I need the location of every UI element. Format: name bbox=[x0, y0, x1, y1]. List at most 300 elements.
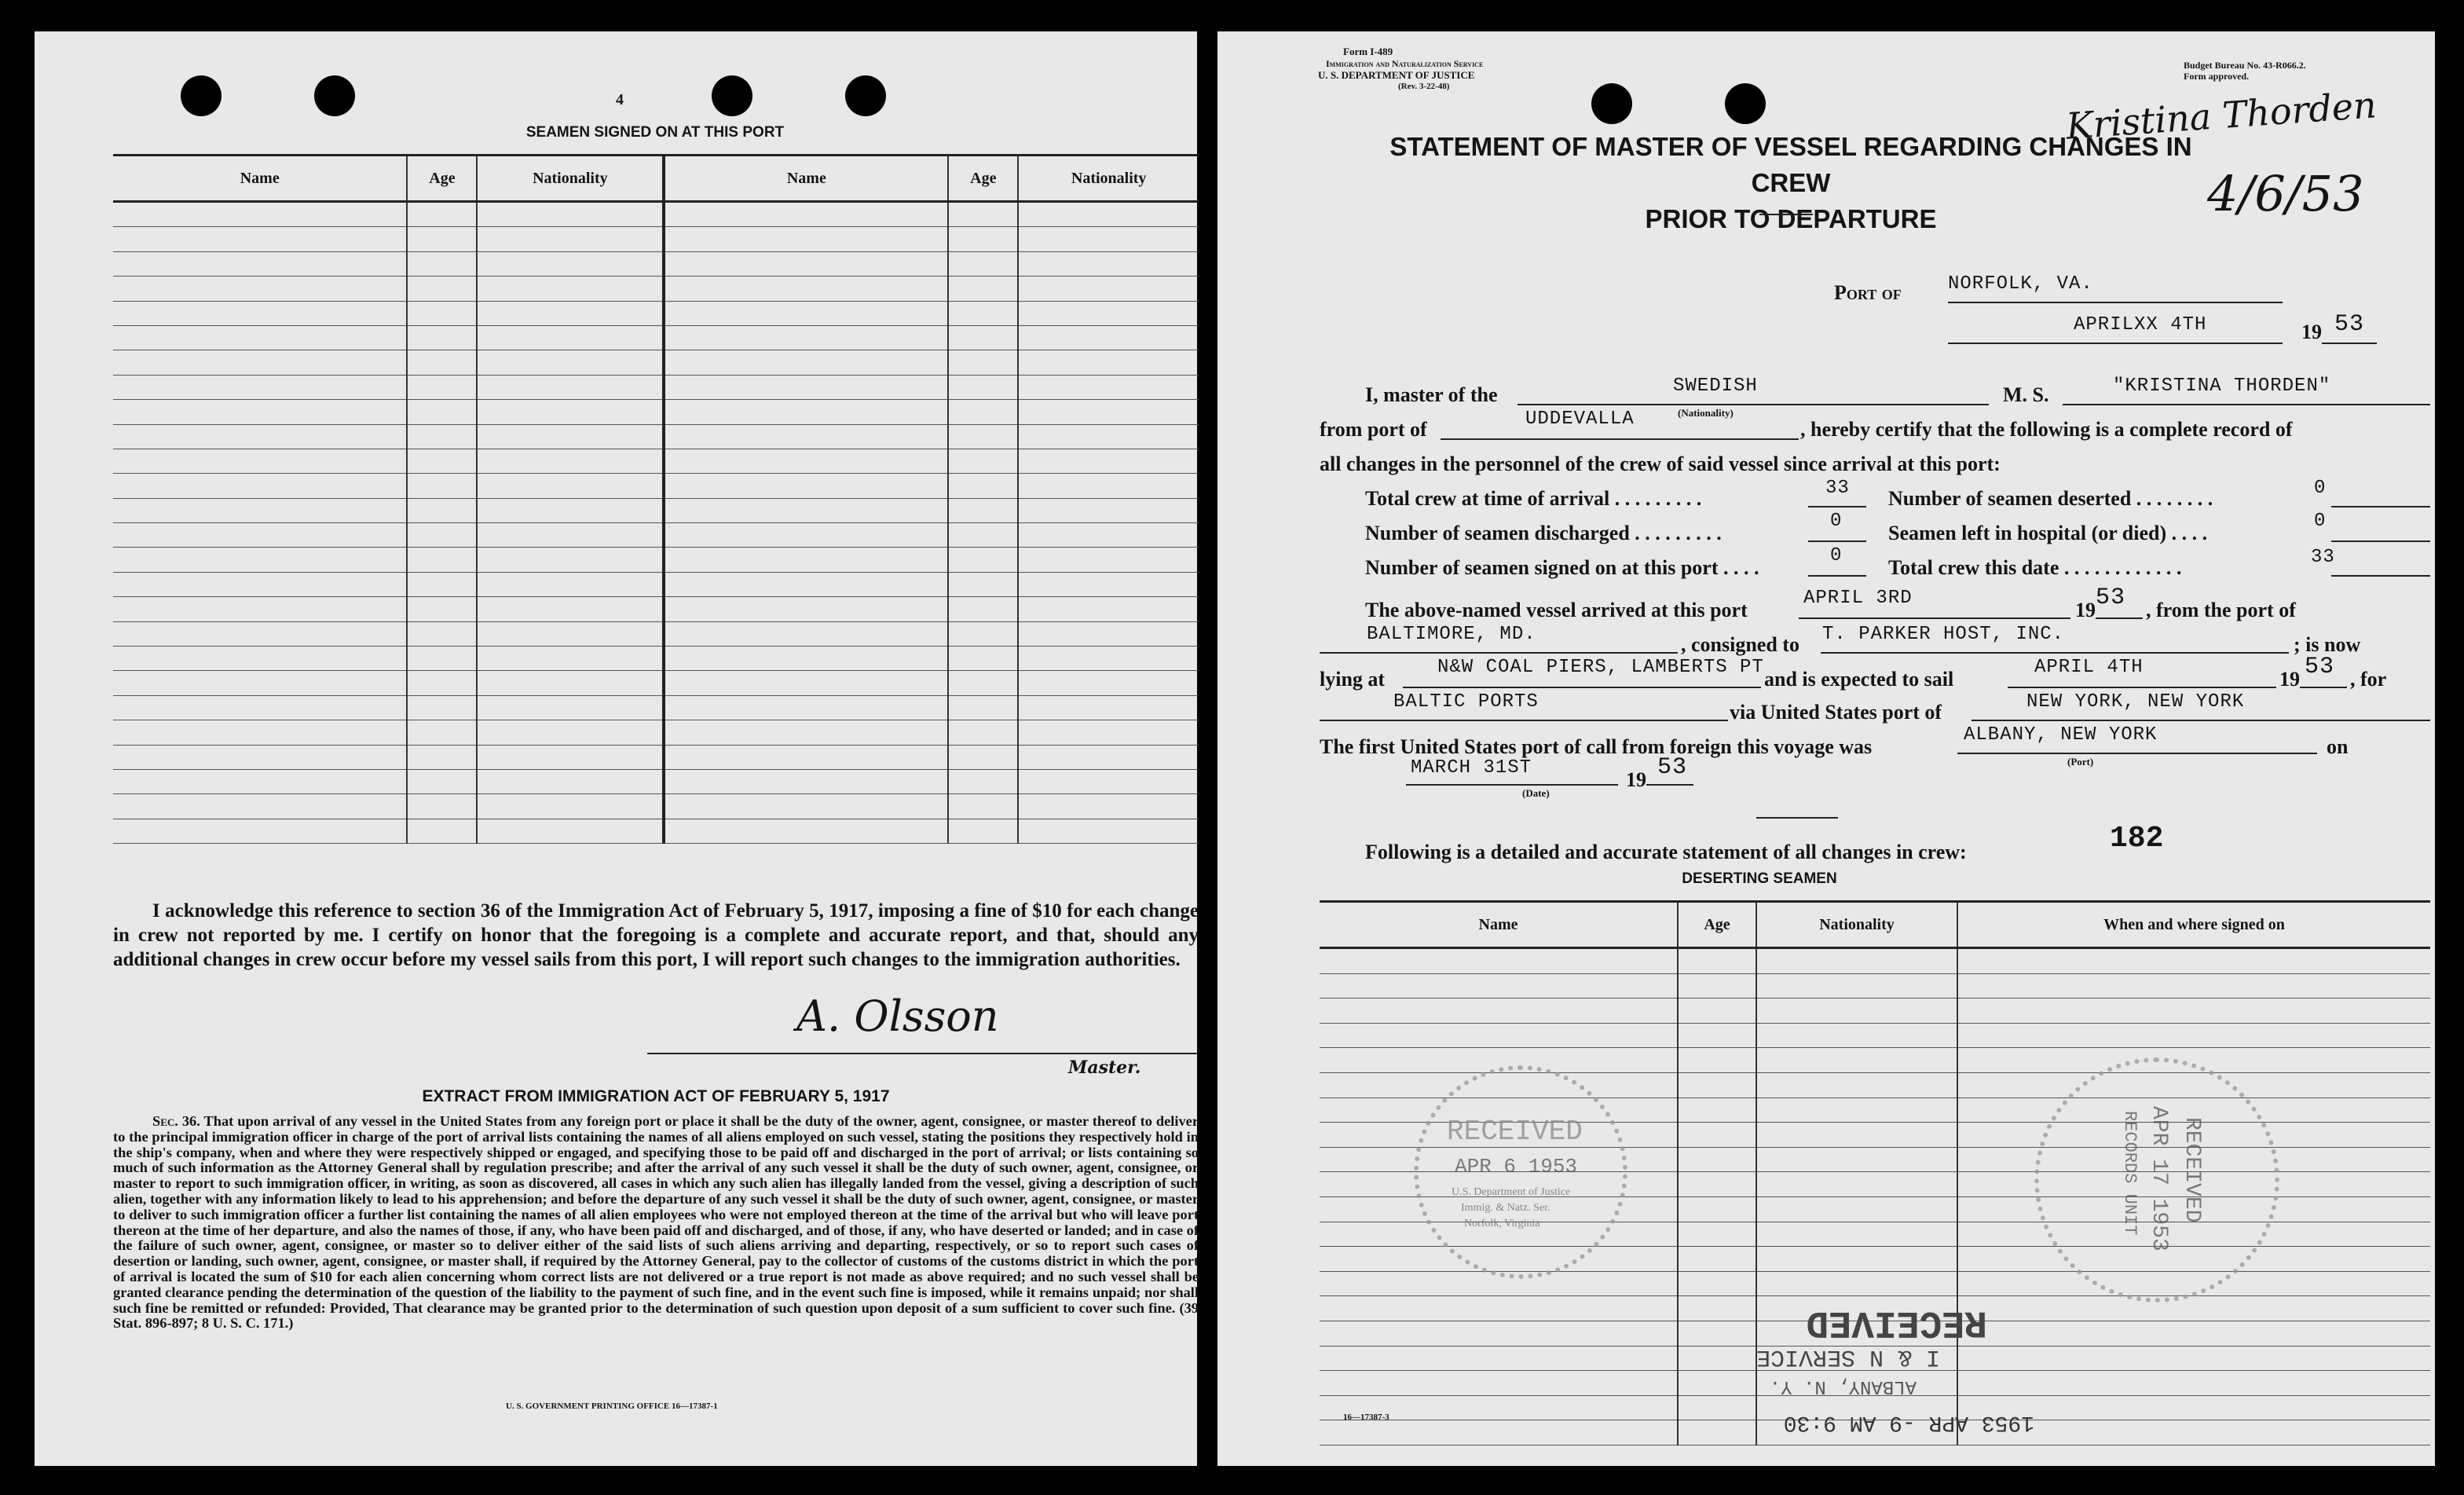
table-cell bbox=[664, 424, 948, 449]
table-cell bbox=[948, 277, 1018, 301]
table-cell bbox=[664, 277, 948, 301]
table-cell bbox=[1018, 424, 1199, 449]
from-port-value: UDDEVALLA bbox=[1525, 409, 1635, 430]
table-cell bbox=[1018, 251, 1199, 276]
nationality-underline bbox=[1518, 404, 1989, 405]
table-cell bbox=[113, 695, 407, 720]
arrived-from-underline bbox=[1320, 652, 1678, 654]
table-cell bbox=[477, 325, 664, 350]
albany-stamp-service: I & N SERVICE bbox=[1756, 1343, 1940, 1370]
table-cell bbox=[1018, 572, 1199, 596]
table-cell bbox=[664, 227, 948, 251]
table-row bbox=[113, 350, 1199, 375]
table-cell bbox=[477, 769, 664, 793]
table-cell bbox=[477, 449, 664, 473]
punch-hole bbox=[1591, 83, 1632, 124]
arrived-label: The above-named vessel arrived at this port bbox=[1365, 599, 1748, 621]
table-cell bbox=[664, 474, 948, 498]
form-title-line2: PRIOR TO DEPARTURE bbox=[1645, 204, 1937, 233]
table-cell bbox=[1320, 1346, 1678, 1371]
lying-at-label: lying at bbox=[1320, 668, 1386, 691]
from-the-port-label: , from the port of bbox=[2146, 599, 2296, 621]
table-cell bbox=[1018, 548, 1199, 572]
form-title-line1: STATEMENT OF MASTER OF VESSEL REGARDING CHANGES IN CREW bbox=[1389, 132, 2192, 197]
master-label: Master. bbox=[1068, 1057, 1141, 1078]
table-cell bbox=[113, 794, 407, 819]
norfolk-stamp-received: RECEIVED bbox=[1447, 1116, 1583, 1148]
sail-year: 53 bbox=[2305, 654, 2335, 680]
table-cell bbox=[407, 720, 477, 745]
title-rule bbox=[1759, 214, 1813, 215]
table-cell bbox=[407, 548, 477, 572]
table-cell bbox=[1678, 1097, 1756, 1123]
printing-office: U. S. GOVERNMENT PRINTING OFFICE 16—17387-1 bbox=[506, 1402, 718, 1411]
signed-on-underline bbox=[1808, 575, 1866, 577]
col-header-age: Age bbox=[407, 156, 477, 202]
albany-stamp-date: 1953 APR -9 AM 9:30 bbox=[1783, 1410, 2034, 1435]
albany-received-stamp bbox=[1657, 1293, 2034, 1435]
table-cell bbox=[664, 647, 948, 671]
norfolk-stamp-line3: Norfolk, Virginia bbox=[1464, 1218, 1540, 1229]
handwritten-date: 4/6/53 bbox=[2207, 165, 2364, 222]
port-of-label: Port of bbox=[1834, 281, 1902, 304]
table-cell bbox=[1018, 720, 1199, 745]
table-cell bbox=[407, 400, 477, 424]
table-cell bbox=[113, 769, 407, 793]
department-name: U. S. DEPARTMENT OF JUSTICE bbox=[1318, 69, 1475, 81]
discharged-label: Number of seamen discharged . . . . . . . . . bbox=[1365, 522, 1722, 544]
table-cell bbox=[1756, 1023, 1957, 1048]
hospital-value: 0 bbox=[2314, 511, 2327, 532]
table-cell bbox=[1678, 1072, 1756, 1097]
table-row bbox=[113, 794, 1199, 819]
table-cell bbox=[477, 572, 664, 596]
table-cell bbox=[407, 745, 477, 769]
table-cell bbox=[1756, 1196, 1957, 1222]
first-port: ALBANY, NEW YORK bbox=[1964, 724, 2158, 746]
table-cell bbox=[1756, 1222, 1957, 1247]
table-cell bbox=[113, 474, 407, 498]
table-cell bbox=[477, 227, 664, 251]
table-cell bbox=[477, 400, 664, 424]
norfolk-stamp-date: APR 6 1953 bbox=[1455, 1155, 1578, 1178]
table-row bbox=[113, 548, 1199, 572]
table-cell bbox=[1018, 819, 1199, 843]
discharged-value: 0 bbox=[1830, 511, 1843, 532]
records-unit-stamp bbox=[2034, 1057, 2279, 1303]
table-cell bbox=[477, 794, 664, 819]
certify-text: , hereby certify that the following is a complete record of bbox=[1800, 418, 2293, 441]
hospital-underline bbox=[2331, 540, 2430, 542]
table-cell bbox=[113, 621, 407, 646]
table-row bbox=[113, 375, 1199, 399]
table-cell bbox=[664, 819, 948, 843]
table-cell bbox=[407, 621, 477, 646]
table-cell bbox=[1756, 1247, 1957, 1272]
table-cell bbox=[948, 400, 1018, 424]
table-cell bbox=[948, 523, 1018, 548]
table-cell bbox=[113, 819, 407, 843]
table-cell bbox=[1018, 647, 1199, 671]
deserting-seamen-title: DESERTING SEAMEN bbox=[1682, 870, 1837, 887]
table-cell bbox=[113, 745, 407, 769]
page-number: 4 bbox=[616, 91, 624, 108]
table-cell bbox=[948, 498, 1018, 522]
table-row bbox=[1320, 973, 2430, 998]
table-cell bbox=[664, 325, 948, 350]
table-cell bbox=[664, 350, 948, 375]
table-cell bbox=[477, 745, 664, 769]
table-cell bbox=[1756, 1123, 1957, 1148]
table-cell bbox=[1756, 998, 1957, 1024]
table-row bbox=[113, 400, 1199, 424]
table-cell bbox=[113, 424, 407, 449]
table-row bbox=[113, 251, 1199, 276]
table-cell bbox=[664, 794, 948, 819]
arrived-date-underline bbox=[1799, 617, 2070, 619]
table-cell bbox=[113, 202, 407, 227]
col-header-signed-on: When and where signed on bbox=[1957, 902, 2430, 948]
table-cell bbox=[407, 350, 477, 375]
seamen-signed-on-title: SEAMEN SIGNED ON AT THIS PORT bbox=[525, 124, 785, 141]
table-row bbox=[113, 202, 1199, 227]
table-cell bbox=[1678, 1222, 1756, 1247]
table-cell bbox=[407, 277, 477, 301]
punch-hole bbox=[845, 75, 886, 116]
col-header-age: Age bbox=[948, 156, 1018, 202]
date-caption: (Date) bbox=[1522, 787, 1550, 799]
table-cell bbox=[407, 794, 477, 819]
footer-code: 16—17387-3 bbox=[1343, 1413, 1389, 1422]
form-number: Form I-489 bbox=[1343, 46, 1393, 57]
year-prefix: 19 bbox=[2301, 321, 2322, 343]
table-cell bbox=[113, 498, 407, 522]
total-arrival-label: Total crew at time of arrival . . . . . . . . . bbox=[1365, 487, 1702, 510]
table-cell bbox=[664, 621, 948, 646]
table-cell bbox=[1018, 745, 1199, 769]
table-cell bbox=[407, 301, 477, 325]
via-label: via United States port of bbox=[1730, 701, 1942, 724]
table-cell bbox=[477, 523, 664, 548]
table-cell bbox=[1018, 375, 1199, 399]
table-cell bbox=[1756, 1097, 1957, 1123]
lying-at-value: N&W COAL PIERS, LAMBERTS PT bbox=[1437, 657, 1764, 678]
sail-year-underline bbox=[2300, 687, 2347, 688]
table-cell bbox=[664, 548, 948, 572]
table-cell bbox=[948, 720, 1018, 745]
table-cell bbox=[664, 597, 948, 621]
table-cell bbox=[1678, 948, 1756, 974]
table-row bbox=[1320, 998, 2430, 1024]
table-row bbox=[113, 647, 1199, 671]
table-cell bbox=[1018, 597, 1199, 621]
table-cell bbox=[1018, 621, 1199, 646]
table-cell bbox=[477, 251, 664, 276]
agency-name: Immigration and Naturalization Service bbox=[1326, 58, 1484, 69]
table-cell bbox=[1018, 769, 1199, 793]
port-caption: (Port) bbox=[2067, 756, 2094, 768]
table-cell bbox=[113, 597, 407, 621]
sail-date: APRIL 4TH bbox=[2034, 657, 2144, 678]
first-port-label: The first United States port of call from foreign this voyage was bbox=[1320, 735, 1873, 758]
deserted-underline bbox=[2331, 506, 2430, 507]
table-row bbox=[1320, 948, 2430, 974]
left-page bbox=[35, 31, 1197, 1466]
table-row bbox=[113, 769, 1199, 793]
table-cell bbox=[664, 720, 948, 745]
table-cell bbox=[113, 671, 407, 695]
table-cell bbox=[1678, 1247, 1756, 1272]
col-header-name: Name bbox=[664, 156, 948, 202]
table-cell bbox=[113, 251, 407, 276]
signed-on-value: 0 bbox=[1830, 545, 1843, 566]
norfolk-stamp-line1: U.S. Department of Justice bbox=[1452, 1186, 1571, 1198]
albany-stamp-city: ALBANY, N. Y. bbox=[1769, 1376, 1917, 1397]
table-cell bbox=[1320, 1296, 1678, 1321]
master-signature: A. Olsson bbox=[796, 991, 999, 1041]
table-cell bbox=[1756, 1072, 1957, 1097]
table-row bbox=[1320, 1023, 2430, 1048]
norfolk-stamp-line2: Immig. & Natz. Ser. bbox=[1461, 1202, 1551, 1214]
table-row bbox=[113, 819, 1199, 843]
table-cell bbox=[948, 769, 1018, 793]
table-cell bbox=[477, 597, 664, 621]
table-cell bbox=[1957, 998, 2430, 1024]
table-cell bbox=[477, 498, 664, 522]
extract-title: EXTRACT FROM IMMIGRATION ACT OF FEBRUARY 5, 1917 bbox=[422, 1087, 890, 1105]
table-cell bbox=[477, 350, 664, 375]
port-of-underline bbox=[1948, 302, 2283, 303]
table-cell bbox=[477, 277, 664, 301]
table-cell bbox=[407, 202, 477, 227]
first-year: 53 bbox=[1657, 754, 1688, 781]
seamen-signed-on-table bbox=[113, 154, 1199, 844]
first-date-underline bbox=[1406, 784, 1618, 786]
date-value: APRILXX 4TH bbox=[2074, 314, 2207, 335]
table-cell bbox=[948, 621, 1018, 646]
table-cell bbox=[1678, 1172, 1756, 1197]
table-cell bbox=[948, 251, 1018, 276]
nationality-value: SWEDISH bbox=[1673, 376, 1758, 397]
table-cell bbox=[948, 424, 1018, 449]
table-cell bbox=[1320, 948, 1678, 974]
total-arrival-underline bbox=[1808, 506, 1866, 507]
table-row bbox=[113, 597, 1199, 621]
table-cell bbox=[407, 498, 477, 522]
following-label: Following is a detailed and accurate statement of all changes in crew: bbox=[1365, 841, 1967, 863]
col-header-nationality: Nationality bbox=[477, 156, 664, 202]
col-header-age: Age bbox=[1678, 902, 1756, 948]
table-cell bbox=[113, 449, 407, 473]
first-port-underline bbox=[1957, 753, 2317, 754]
via-port-underline bbox=[1972, 720, 2430, 721]
table-cell bbox=[948, 671, 1018, 695]
table-cell bbox=[477, 301, 664, 325]
table-cell bbox=[113, 301, 407, 325]
table-cell bbox=[477, 375, 664, 399]
table-cell bbox=[407, 695, 477, 720]
arrived-year: 53 bbox=[2096, 584, 2126, 611]
stamp-number: 182 bbox=[2110, 822, 2164, 856]
deserted-label: Number of seamen deserted . . . . . . . . bbox=[1888, 487, 2213, 510]
table-cell bbox=[948, 350, 1018, 375]
table-cell bbox=[1018, 227, 1199, 251]
expected-label: and is expected to sail bbox=[1764, 668, 1954, 691]
table-cell bbox=[948, 794, 1018, 819]
table-cell bbox=[407, 325, 477, 350]
col-header-name: Name bbox=[1320, 902, 1678, 948]
extract-text: That upon arrival of any vessel in the United States from any foreign port or place it shall be the duty of the owner, agent, consignee, or master thereof to deliver to the principal immigration officer in charge of the port of arrival lists containing the names of all aliens employed on such vessel, stating the positions they respectively hold in the ship's company, when and where they were respectively shipped or engaged, and specifying those to be paid off and discharged in the port of arrival; or lists containing so much of such information as the Attorney General shall by regulation prescribe; and after the arrival of any such vessel it shall be the duty of such owner, agent, consignee, or master to report to such immigration officer, in writing, as soon as discovered, all cases in which any such alien has illegally landed from the vessel, giving a description of such alien, together with any information likely to lead to his apprehension; and before the departure of any such vessel it shall be the duty of such owner, agent, consignee, or master to deliver to such immigration officer a further list containing the names of all alien employees who were not employed thereon at the time of the arrival but who will leave port thereon at the time of her departure, and also the names of those, if any, who have been paid off and discharged, and of those, if any, who have deserted or landed; and in case of the failure of such owner, agent, consignee, or master so to deliver either of the said lists of such aliens arriving and departing, respectively, or so to report such cases of desertion or landing, such owner, agent, consignee, or master shall, if required by the Attorney General, pay to the collector of customs of the customs district in which the port of arrival is located the sum of $10 for each alien concerning whom correct lists are not delivered or a true report is not made as above required; and no such vessel shall be granted clearance pending the determination of the question of the liability to the payment of such fine, and in the event such fine is imposed, while it remains unpaid; nor shall such fine be remitted or refunded: Provided, That clearance may be granted prior to the determination of such question upon deposit of a sum sufficient to cover such fine. (39 Stat. 896-897; 8 U. S. C. 171.) bbox=[113, 1113, 1199, 1332]
table-cell bbox=[113, 325, 407, 350]
table-cell bbox=[1756, 1048, 1957, 1073]
section-rule bbox=[1756, 817, 1838, 819]
table-cell bbox=[1320, 1321, 1678, 1346]
table-cell bbox=[664, 375, 948, 399]
table-cell bbox=[1957, 1023, 2430, 1048]
table-row bbox=[113, 498, 1199, 522]
table-cell bbox=[1018, 350, 1199, 375]
table-row bbox=[113, 325, 1199, 350]
table-cell bbox=[113, 350, 407, 375]
col-header-nationality: Nationality bbox=[1018, 156, 1199, 202]
table-row bbox=[113, 572, 1199, 596]
table-row bbox=[113, 301, 1199, 325]
table-row bbox=[113, 671, 1199, 695]
table-row bbox=[113, 621, 1199, 646]
all-changes-text: all changes in the personnel of the crew of said vessel since arrival at this port: bbox=[1320, 453, 2001, 475]
signature-line bbox=[647, 1053, 1197, 1054]
table-cell bbox=[664, 769, 948, 793]
table-cell bbox=[664, 572, 948, 596]
acknowledgment-text: I acknowledge this reference to section 36 of the Immigration Act of February 5, 1917, imposing a fine of $10 for each change in crew not reported by me. I certify on honor that the foregoing is a complete and accurate report, and that, should any additional changes in crew occur before my vessel sails from this port, I will report such changes to the immigration authorities. bbox=[113, 900, 1199, 970]
table-cell bbox=[1678, 1123, 1756, 1148]
table-cell bbox=[407, 819, 477, 843]
table-cell bbox=[407, 251, 477, 276]
vessel-underline bbox=[2063, 404, 2430, 405]
table-cell bbox=[948, 695, 1018, 720]
records-stamp-date: APR 17 1953 bbox=[2147, 1106, 2171, 1251]
table-cell bbox=[477, 474, 664, 498]
table-cell bbox=[1756, 1172, 1957, 1197]
table-cell bbox=[1756, 948, 1957, 974]
consignee: T. PARKER HOST, INC. bbox=[1822, 624, 2065, 645]
table-cell bbox=[948, 227, 1018, 251]
table-cell bbox=[477, 671, 664, 695]
table-row bbox=[113, 227, 1199, 251]
total-date-value: 33 bbox=[2311, 547, 2335, 568]
table-cell bbox=[1756, 973, 1957, 998]
table-cell bbox=[664, 498, 948, 522]
table-cell bbox=[113, 227, 407, 251]
table-cell bbox=[477, 647, 664, 671]
table-cell bbox=[1018, 523, 1199, 548]
arrived-from: BALTIMORE, MD. bbox=[1367, 624, 1536, 645]
deserted-value: 0 bbox=[2314, 478, 2327, 499]
first-year-prefix: 19 bbox=[1626, 768, 1646, 791]
date-underline bbox=[1948, 343, 2283, 344]
table-cell bbox=[1678, 1147, 1756, 1172]
via-port: NEW YORK, NEW YORK bbox=[2026, 691, 2245, 713]
port-of-value: NORFOLK, VA. bbox=[1948, 273, 2093, 295]
form-approved: Form approved. bbox=[2184, 71, 2250, 82]
table-cell bbox=[407, 647, 477, 671]
date-year: 53 bbox=[2334, 311, 2365, 338]
table-cell bbox=[1678, 973, 1756, 998]
table-cell bbox=[664, 695, 948, 720]
table-cell bbox=[407, 449, 477, 473]
punch-hole bbox=[314, 75, 355, 116]
table-cell bbox=[113, 375, 407, 399]
table-cell bbox=[477, 548, 664, 572]
table-cell bbox=[113, 548, 407, 572]
table-cell bbox=[1018, 301, 1199, 325]
lying-at-underline bbox=[1403, 687, 1761, 688]
table-cell bbox=[948, 548, 1018, 572]
table-cell bbox=[664, 671, 948, 695]
extract-body bbox=[113, 1114, 1199, 1332]
table-cell bbox=[1678, 998, 1756, 1024]
arrived-year-underline bbox=[2096, 617, 2143, 619]
table-cell bbox=[664, 202, 948, 227]
total-arrival-value: 33 bbox=[1825, 478, 1850, 499]
hospital-label: Seamen left in hospital (or died) . . . . bbox=[1888, 522, 2208, 544]
table-cell bbox=[407, 375, 477, 399]
table-cell bbox=[1678, 1196, 1756, 1222]
table-cell bbox=[1018, 474, 1199, 498]
table-cell bbox=[1320, 998, 1678, 1024]
discharged-underline bbox=[1808, 540, 1866, 542]
table-cell bbox=[113, 647, 407, 671]
table-row bbox=[113, 695, 1199, 720]
total-date-underline bbox=[2331, 575, 2430, 577]
vessel-name: "KRISTINA THORDEN" bbox=[2113, 376, 2331, 397]
from-port-label: from port of bbox=[1320, 418, 1427, 441]
right-page bbox=[1217, 31, 2435, 1466]
table-cell bbox=[1018, 449, 1199, 473]
albany-stamp-received: RECEIVED bbox=[1806, 1301, 1987, 1343]
punch-hole bbox=[712, 75, 752, 116]
destination-underline bbox=[1320, 720, 1728, 721]
table-cell bbox=[1320, 1420, 1678, 1446]
destination: BALTIC PORTS bbox=[1393, 691, 1539, 713]
table-cell bbox=[948, 325, 1018, 350]
table-cell bbox=[948, 449, 1018, 473]
table-cell bbox=[113, 277, 407, 301]
is-now-label: ; is now bbox=[2294, 633, 2361, 656]
table-cell bbox=[1018, 794, 1199, 819]
table-cell bbox=[407, 572, 477, 596]
sail-date-underline bbox=[2008, 687, 2276, 688]
table-row bbox=[113, 424, 1199, 449]
signed-on-label: Number of seamen signed on at this port . . . . bbox=[1365, 556, 1759, 579]
table-row bbox=[113, 720, 1199, 745]
table-cell bbox=[1018, 400, 1199, 424]
table-cell bbox=[477, 621, 664, 646]
table-cell bbox=[1678, 1023, 1756, 1048]
table-cell bbox=[407, 769, 477, 793]
nationality-caption: (Nationality) bbox=[1678, 407, 1734, 419]
norfolk-received-stamp bbox=[1414, 1065, 1627, 1279]
table-cell bbox=[1957, 973, 2430, 998]
sail-year-prefix: 19 bbox=[2279, 668, 2300, 691]
table-cell bbox=[1320, 1371, 1678, 1396]
col-header-nationality: Nationality bbox=[1756, 902, 1957, 948]
handwritten-vessel-name: Kristina Thorden bbox=[2064, 83, 2378, 148]
table-cell bbox=[948, 474, 1018, 498]
ms-label: M. S. bbox=[2003, 383, 2049, 406]
table-cell bbox=[1018, 695, 1199, 720]
consigned-label: , consigned to bbox=[1681, 633, 1799, 656]
